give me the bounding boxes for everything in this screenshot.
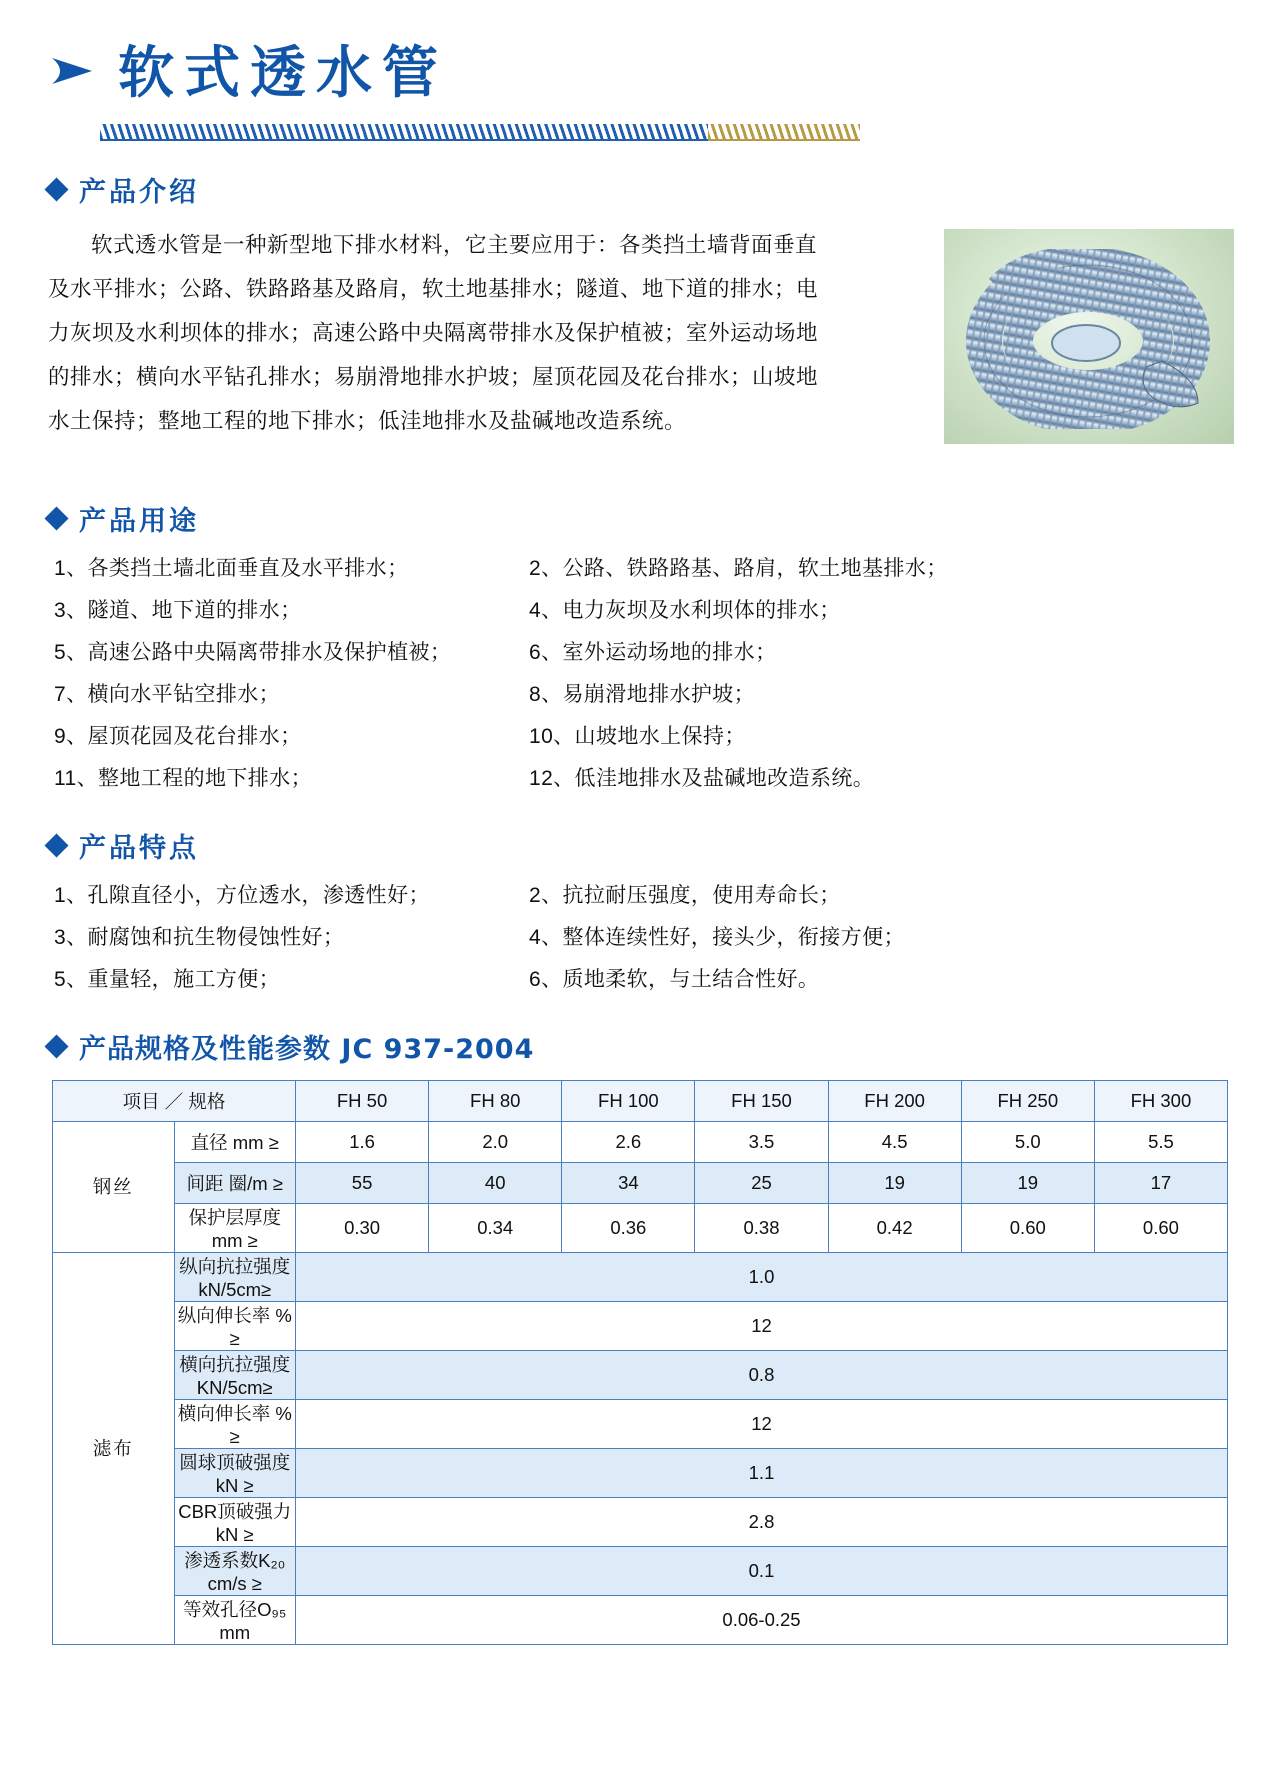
table-cell: 3.5 — [695, 1122, 828, 1163]
coiled-pipe-illustration — [966, 249, 1216, 429]
row-group-label-steelwire: 钢丝 — [53, 1122, 175, 1253]
table-cell: 0.34 — [429, 1204, 562, 1253]
section-title-uses: 产品用途 — [79, 506, 199, 537]
table-cell: 25 — [695, 1163, 828, 1204]
section-title-spec: 产品规格及性能参数 JC 937-2004 — [79, 1034, 535, 1065]
table-cell: 0.36 — [562, 1204, 695, 1253]
table-row — [53, 1596, 1228, 1645]
table-cell: 2.6 — [562, 1122, 695, 1163]
table-header-cell: 项目 ／ 规格 — [53, 1081, 296, 1122]
list-item: 11、整地工程的地下排水； — [54, 767, 312, 790]
table-cell: 0.06-0.25 — [296, 1596, 1228, 1645]
uses-list — [48, 548, 1234, 800]
row-label: 纵向抗拉强度 kN/5cm≥ — [174, 1253, 296, 1302]
table-cell: 17 — [1094, 1163, 1227, 1204]
section-heading-features — [48, 826, 1234, 865]
table-cell: 0.1 — [296, 1547, 1228, 1596]
list-item: 8、易崩滑地排水护坡； — [529, 683, 756, 706]
table-cell: 1.0 — [296, 1253, 1228, 1302]
list-item: 1、孔隙直径小，方位透水，渗透性好； — [54, 884, 430, 907]
table-cell: 0.38 — [695, 1204, 828, 1253]
intro-block — [48, 223, 1234, 473]
table-header-row — [53, 1081, 1228, 1122]
table-row — [53, 1498, 1228, 1547]
table-cell: 0.42 — [828, 1204, 961, 1253]
intro-paragraph: 软式透水管是一种新型地下排水材料，它主要应用于：各类挡土墙背面垂直及水平排水；公路、铁路路基及路肩，软土地基排水；隧道、地下道的排水；电力灰坝及水利坝体的排水；高速公路中央隔离带排水及保护植被；室外运动场地的排水；横向水平钻孔排水；易崩滑地排水护坡；屋顶花园及花台排水；山坡地水土保持；整地工程的地下排水；低洼地排水及盐碱地改造系统。 — [48, 233, 819, 433]
list-item: 2、公路、铁路路基、路肩，软土地基排水； — [529, 557, 948, 580]
spec-table-wrap — [48, 1080, 1234, 1645]
table-cell: 5.5 — [1094, 1122, 1227, 1163]
header-rule-gold — [708, 124, 860, 141]
row-label: 渗透系数K₂₀ cm/s ≥ — [174, 1547, 296, 1596]
diamond-bullet-icon — [44, 506, 68, 530]
section-heading-intro — [48, 170, 1234, 209]
header-rule — [100, 124, 860, 144]
list-item: 4、整体连续性好，接头少，衔接方便； — [529, 926, 905, 949]
row-label: 间距 圈/m ≥ — [174, 1163, 296, 1204]
table-row — [53, 1204, 1228, 1253]
table-cell: 19 — [828, 1163, 961, 1204]
table-cell: 5.0 — [961, 1122, 1094, 1163]
list-item: 3、耐腐蚀和抗生物侵蚀性好； — [54, 926, 345, 949]
table-cell: 12 — [296, 1302, 1228, 1351]
table-header-cell: FH 200 — [828, 1081, 961, 1122]
table-header-cell: FH 150 — [695, 1081, 828, 1122]
table-cell: 2.0 — [429, 1122, 562, 1163]
diamond-bullet-icon — [44, 1034, 68, 1058]
list-item: 1、各类挡土墙北面垂直及水平排水； — [54, 557, 409, 580]
row-label: 直径 mm ≥ — [174, 1122, 296, 1163]
section-heading-uses — [48, 499, 1234, 538]
table-header-cell: FH 300 — [1094, 1081, 1227, 1122]
list-item: 6、质地柔软，与土结合性好。 — [529, 968, 820, 991]
row-label: 横向伸长率 % ≥ — [174, 1400, 296, 1449]
table-header-cell: FH 80 — [429, 1081, 562, 1122]
diamond-bullet-icon — [44, 177, 68, 201]
list-item: 4、电力灰坝及水利坝体的排水； — [529, 599, 841, 622]
list-item: 6、室外运动场地的排水； — [529, 641, 777, 664]
row-label: 等效孔径O₉₅ mm — [174, 1596, 296, 1645]
row-group-label-filtercloth: 滤布 — [53, 1253, 175, 1645]
row-label: CBR顶破强力 kN ≥ — [174, 1498, 296, 1547]
header-rule-blue — [100, 124, 710, 141]
table-header-cell: FH 250 — [961, 1081, 1094, 1122]
list-item: 7、横向水平钻空排水； — [54, 683, 281, 706]
list-item: 3、隧道、地下道的排水； — [54, 599, 302, 622]
table-row — [53, 1302, 1228, 1351]
table-cell: 19 — [961, 1163, 1094, 1204]
table-cell: 2.8 — [296, 1498, 1228, 1547]
table-row — [53, 1351, 1228, 1400]
table-cell: 0.30 — [296, 1204, 429, 1253]
page-title: 软式透水管 — [118, 41, 448, 106]
table-cell: 1.6 — [296, 1122, 429, 1163]
list-item: 10、山坡地水上保持； — [529, 725, 746, 748]
section-heading-spec — [48, 1027, 1234, 1066]
row-label: 纵向伸长率 % ≥ — [174, 1302, 296, 1351]
section-title-features: 产品特点 — [79, 833, 199, 864]
list-item: 9、屋顶花园及花台排水； — [54, 725, 302, 748]
table-row — [53, 1163, 1228, 1204]
features-list — [48, 875, 1234, 1001]
table-cell: 0.8 — [296, 1351, 1228, 1400]
table-cell: 0.60 — [1094, 1204, 1227, 1253]
list-item: 5、高速公路中央隔离带排水及保护植被； — [54, 641, 452, 664]
table-row — [53, 1253, 1228, 1302]
table-cell: 4.5 — [828, 1122, 961, 1163]
row-label: 圆球顶破强度 kN ≥ — [174, 1449, 296, 1498]
table-cell: 40 — [429, 1163, 562, 1204]
table-header-cell: FH 50 — [296, 1081, 429, 1122]
table-row — [53, 1122, 1228, 1163]
list-item: 12、低洼地排水及盐碱地改造系统。 — [529, 767, 875, 790]
diamond-bullet-icon — [44, 833, 68, 857]
table-cell: 0.60 — [961, 1204, 1094, 1253]
table-row — [53, 1400, 1228, 1449]
page-header — [48, 0, 1234, 110]
product-photo — [944, 229, 1234, 444]
triangle-right-icon — [48, 48, 100, 94]
table-cell: 12 — [296, 1400, 1228, 1449]
list-item: 5、重量轻，施工方便； — [54, 968, 281, 991]
table-header-cell: FH 100 — [562, 1081, 695, 1122]
table-cell: 34 — [562, 1163, 695, 1204]
spec-table — [52, 1080, 1228, 1645]
row-label: 保护层厚度 mm ≥ — [174, 1204, 296, 1253]
table-row — [53, 1547, 1228, 1596]
table-cell: 1.1 — [296, 1449, 1228, 1498]
list-item: 2、抗拉耐压强度，使用寿命长； — [529, 884, 841, 907]
table-cell: 55 — [296, 1163, 429, 1204]
row-label: 横向抗拉强度 KN/5cm≥ — [174, 1351, 296, 1400]
section-title-intro: 产品介绍 — [79, 177, 199, 208]
table-row — [53, 1449, 1228, 1498]
